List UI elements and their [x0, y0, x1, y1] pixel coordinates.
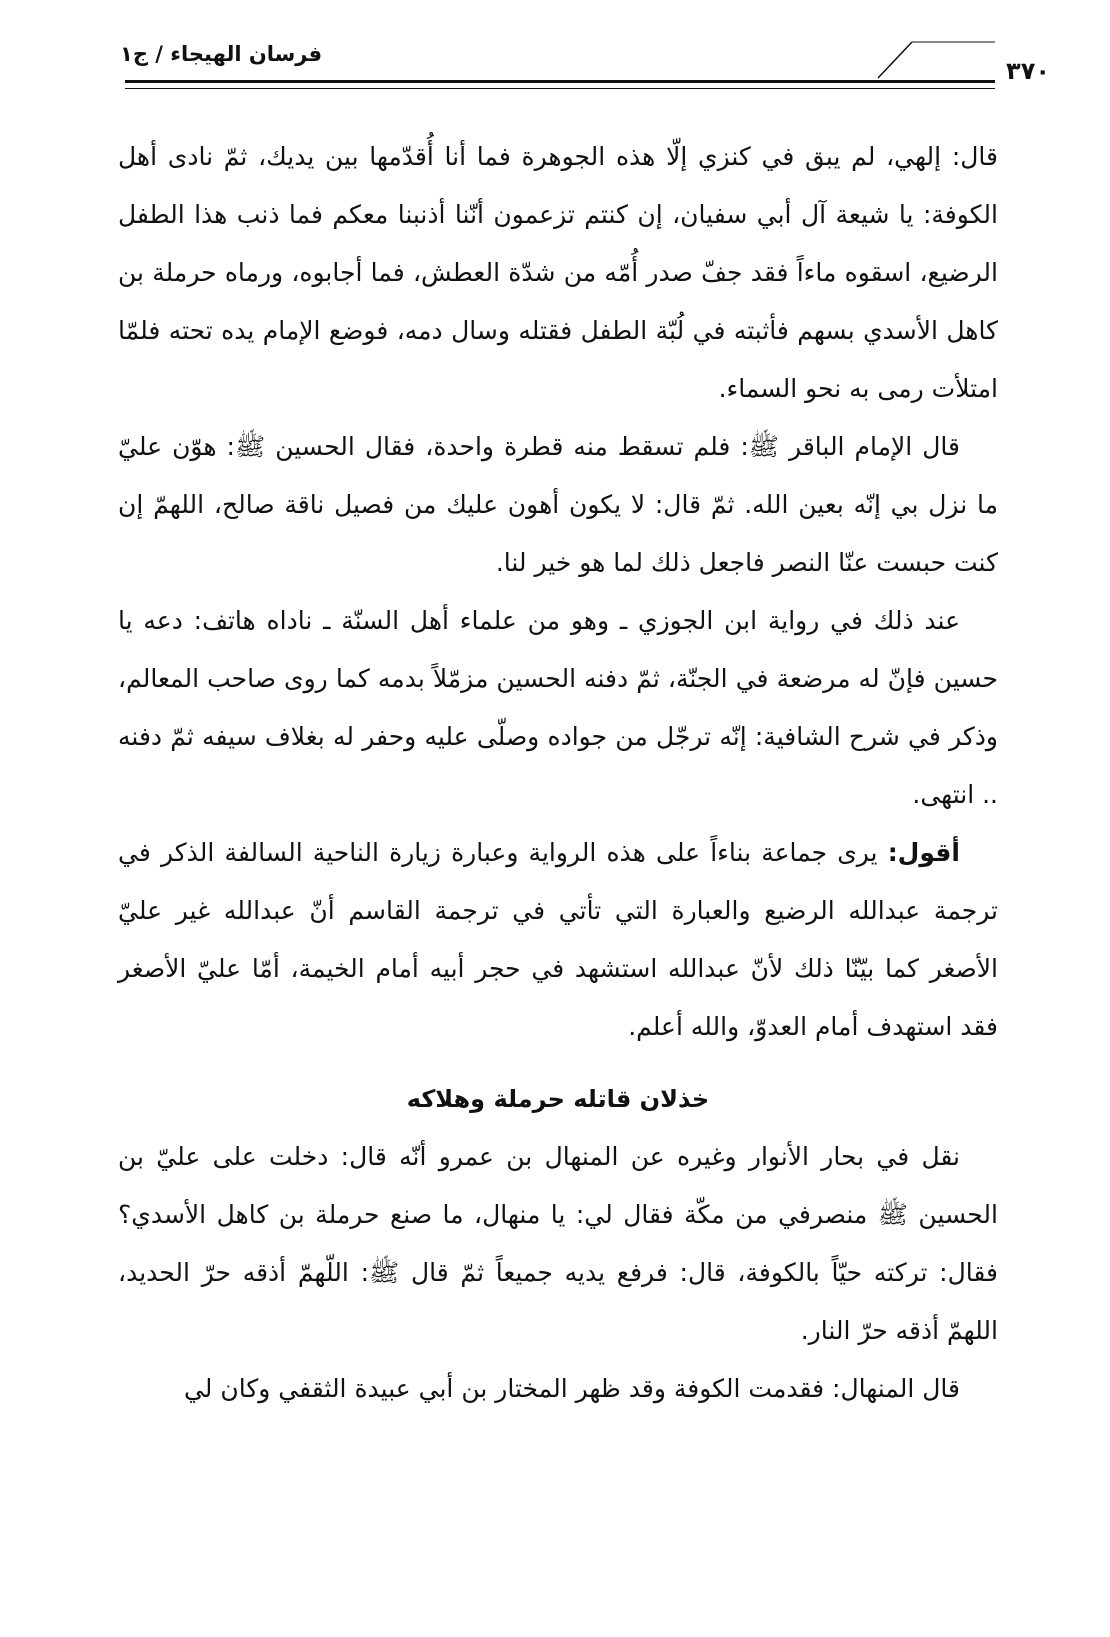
- paragraph: قال المنهال: فقدمت الكوفة وقد ظهر المختار بن أبي عبيدة الثقفي وكان لي: [183, 1374, 960, 1403]
- paragraph: [118, 824, 998, 1056]
- paragraph: نقل في بحار الأنوار وغيره عن المنهال بن عمرو أنّه قال: دخلت على عليّ بن الحسين ﷺ منصرفي من مكّة فقال لي: يا منهال، ما صنع حرملة بن كاهل الأسدي؟ فقال: تركته حيّاً بالكوفة، قال: فرفع يديه جميعاً ثمّ قال ﷺ: اللّهمّ أذقه حرّ الحديد، اللهمّ أذقه حرّ النار.: [118, 1142, 998, 1345]
- body-text: [118, 128, 998, 1418]
- paragraph-lead-word: أقول:: [887, 838, 960, 867]
- paragraph: عند ذلك في رواية ابن الجوزي ـ وهو من علماء أهل السنّة ـ ناداه هاتف: دعه يا حسين فإنّ له مرضعة في الجنّة، ثمّ دفنه الحسين مزمّلاً بدمه كما روى صاحب المعالم، وذكر في شرح الشافية: إنّه ترجّل من جواده وصلّى عليه وحفر له بغلاف سيفه ثمّ دفنه .. انتهى.: [118, 606, 998, 809]
- paragraph: قال: إلهي، لم يبق في كنزي إلّا هذه الجوهرة فما أنا أُقدّمها بين يديك، ثمّ نادى أهل الكوفة: يا شيعة آل أبي سفيان، إن كنتم تزعمون أنّنا أذنبنا معكم فما ذنب هذا الطفل الرضيع، اسقوه ماءاً فقد جفّ صدر أُمّه من شدّة العطش، فما أجابوه، ورماه حرملة بن كاهل الأسدي بسهم فأثبته في لُبّة الطفل فقتله وسال دمه، فوضع الإمام يده تحته فلمّا امتلأت رمى به نحو السماء.: [118, 142, 998, 403]
- paragraph: قال الإمام الباقر ﷺ: فلم تسقط منه قطرة واحدة، فقال الحسين ﷺ: هوّن عليّ ما نزل بي إنّه بعين الله. ثمّ قال: لا يكون أهون عليك من فصيل ناقة صالح، اللهمّ إن كنت حبست عنّا النصر فاجعل ذلك لما هو خير لنا.: [118, 432, 998, 577]
- section-title: خذلان قاتله حرملة وهلاكه: [406, 1085, 710, 1113]
- header-slash-ornament: [0, 0, 1110, 100]
- page-number: ٣٧٠: [1006, 57, 1050, 85]
- paragraph-text: يرى جماعة بناءاً على هذه الرواية وعبارة زيارة الناحية السالفة الذكر في ترجمة عبدالله الرضيع والعبارة التي تأتي في ترجمة القاسم أنّ عبدالله غير عليّ الأصغر كما بيّنّا ذلك لأنّ عبدالله استشهد في حجر أبيه أمام الخيمة، أمّا عليّ الأصغر فقد استهدف أمام العدوّ، والله أعلم.: [118, 838, 998, 1041]
- running-title: فرسان الهيجاء / ج١: [120, 42, 323, 66]
